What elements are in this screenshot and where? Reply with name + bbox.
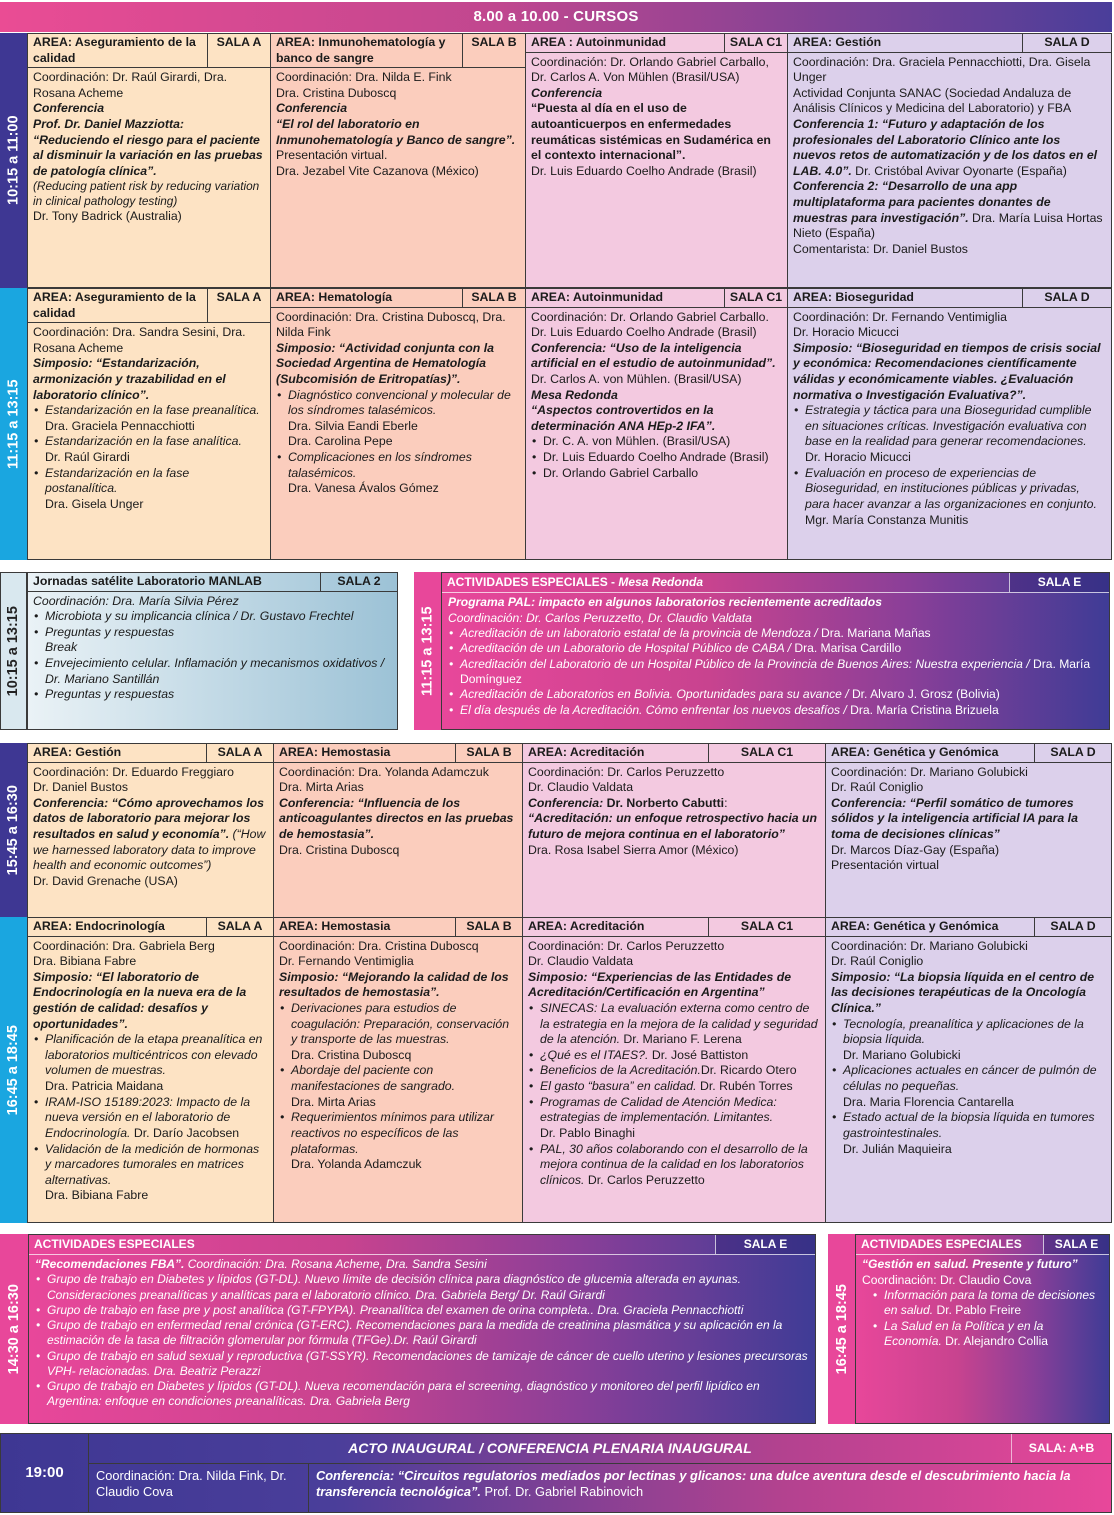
note: Presentación virtual. (276, 148, 388, 163)
talk-title: Simposio: “Estandarización, armonización y trazabilidad en el laboratorio clínico”. (33, 356, 226, 402)
talk-title: Simposio: “Mejorando la calidad de los resultados de hemostasia”. (279, 969, 509, 1000)
list-item: Evaluación en proceso de experiencias de Bioseguridad, en instituciones públicas y privadas, para hacer avanzar a las organizaciones en conjunto. (805, 465, 1097, 511)
list-item: • Grupo de trabajo en Diabetes y lípidos (GT-DL). Nuevo límite de decisión clínica para diagnóstico de glucemia alterada en ayunas. Consideraciones preanalíticas y analíticas para el laboratorio clínico. Dra. Gabriela Berg/ Dr. Raúl Girardi (35, 1272, 809, 1302)
time-label-b4 (0, 917, 27, 1223)
area-title: AREA: Aseguramiento de la calidad (28, 34, 208, 67)
time-text: 16:45 a 18:45 (833, 1283, 850, 1375)
list-item: • Dr. C. A. von Mühlen. (Brasil/USA) (531, 434, 782, 450)
sala-label: SALA B (466, 745, 512, 759)
coordination: Dra. Bibiana Fabre (33, 954, 137, 969)
session-type: Conferencia: (528, 795, 607, 810)
time-label-manlab (0, 572, 27, 730)
sala-label: SALA C1 (740, 919, 794, 933)
b3-col-a (27, 743, 274, 918)
b1-col-a (27, 33, 271, 288)
area-title: AREA: Genética y Genómica (826, 744, 1035, 762)
item-title: Acreditación del Laboratorio de un Hospital Público de la Provincia de Buenos Aires: Nuestra experiencia / (460, 656, 1033, 671)
talk-title: “Reduciendo el riesgo para el paciente al disminuir la variación en las pruebas de patología clínica”. (33, 132, 263, 178)
sala-label: SALA A (216, 290, 262, 304)
session-title: “Recomendaciones FBA”. (35, 1257, 185, 1272)
area-title: AREA: Aseguramiento de la calidad (28, 289, 208, 322)
item-title: Acreditación de un laboratorio estatal de la provincia de Mendoza / (460, 625, 822, 640)
manlab-box (27, 572, 398, 730)
talk-title: “Aspectos controvertidos en la determinación ANA HEp-2 IFA”. (531, 403, 716, 433)
time-text: 10:15 a 11:00 (5, 115, 22, 206)
list-item (448, 657, 1103, 688)
area-title: AREA: Inmunohematología y banco de sangre (271, 34, 463, 67)
area-title: AREA: Bioseguridad (788, 289, 1023, 307)
coordination: Coordinación: Dra. Nilda Fink, Dr. Claudio Cova (96, 1468, 287, 1500)
section-title: ACTIVIDADES ESPECIALES (34, 1237, 195, 1251)
b4-col-a (27, 917, 274, 1223)
item-title: Acreditación de un Laboratorio de Hospital Público de CABA / (460, 641, 795, 656)
speaker: Dr. Luis Eduardo Coelho Andrade (Brasil) (531, 163, 757, 178)
b3-col-b (273, 743, 523, 918)
list-item: • Preguntas y respuestas (33, 625, 392, 641)
talk-title: Conferencia: “Circuitos regulatorios mediados por lectinas y glicanos: una dulce aventura desde el descubrimiento hacia la transferencia tecnológica”. (316, 1468, 1071, 1500)
list-item (448, 626, 1103, 641)
area-title: AREA: Gestión (788, 34, 1023, 52)
talk-title: Simposio: “La biopsia líquida en el centro de las decisiones terapéuticas de la Oncología Clínica.” (831, 969, 1095, 1016)
b1-col-b (270, 33, 526, 288)
b3-col-d (825, 743, 1112, 918)
coordination: Dra. Cristina Duboscq (276, 85, 397, 100)
coordination: Coordinación: Dra. Rosana Acheme, Dra. Sandra Sesini (184, 1257, 487, 1272)
sala-label: SALA: A+B (1011, 1434, 1111, 1463)
list-item: • Envejecimiento celular. Inflamación y mecanismos oxidativos / Dr. Mariano Santillán (33, 656, 392, 687)
list-item: • Grupo de trabajo en enfermedad renal crónica (GT-ERC). Recomendaciones para la medida de creatinina plasmática y su aplicación en la estimación de la tasa de filtración glomerular por fórmula (TFGe).Dr. Raúl Girardi (35, 1318, 809, 1348)
sala-label: SALA B (471, 290, 517, 304)
speaker: Dra. Patricia Maidana (45, 1079, 164, 1094)
coordination: Coordinación: Dr. Raúl Girardi, Dra. Rosana Acheme (33, 70, 228, 100)
area-title: AREA: Gestión (28, 744, 207, 762)
section-subtitle: Mesa Redonda (618, 575, 704, 589)
list-item: • Aplicaciones actuales en cáncer de pulmón de células no pequeñas. (831, 1063, 1106, 1094)
courses-banner (0, 2, 1112, 32)
session-type: Conferencia (33, 101, 105, 116)
section-title: ACTIVIDADES ESPECIALES - (447, 575, 619, 589)
area-title: AREA: Hemostasia (274, 918, 456, 936)
coordination: Coordinación: Dr. Eduardo Freggiaro (33, 764, 234, 779)
speaker: Dr. Marcos Díaz-Gay (España) (831, 842, 1000, 857)
speaker: Dr. David Grenache (USA) (33, 873, 178, 888)
speaker: Dra. Yolanda Adamczuk (291, 1157, 422, 1172)
talk-title: Conferencia 2: “Desarrollo de una app multiplataforma para pacientes donantes de muestras para investigación”. (793, 179, 1051, 225)
sala-label: SALA E (1043, 1235, 1109, 1254)
area-title: AREA: Endocrinología (28, 918, 207, 936)
item-title: Acreditación de Laboratorios en Bolivia. Oportunidades para su avance / (460, 687, 852, 702)
speaker: Dr. Raúl Girardi (45, 450, 130, 465)
speaker: Dra. Carolina Pepe (288, 434, 393, 449)
talk-title: Simposio: “Experiencias de las Entidades de Acreditación/Certificación en Argentina” (528, 969, 792, 1000)
area-title: AREA: Acreditación (523, 918, 709, 936)
time-label-gest (828, 1234, 856, 1424)
list-item: • Grupo de trabajo en Diabetes y lípidos (GT-DL). Nueva recomendación para el screening, diagnóstico y monitoreo del perfil lipídico en Argentina: enfoque en condiciones preanalíticas. Dra. Gabriela Berg (35, 1379, 809, 1409)
list-item (448, 703, 1103, 718)
b4-col-b (273, 917, 523, 1223)
list-item: Beneficios de la Acreditación. (540, 1063, 701, 1078)
time-text: 19:00 (25, 1464, 64, 1482)
list-item: • Estandarización en la fase analítica. (33, 434, 265, 450)
list-item (448, 687, 1103, 702)
list-item: • Microbiota y su implicancia clínica / Dr. Gustavo Frechtel (33, 609, 392, 625)
talk-title-en: (Reducing patient risk by reducing variation in clinical pathology testing) (33, 179, 260, 209)
talk-title: Conferencia: “Perfil somático de tumores sólidos y la inteligencia artificial IA para la toma de decisiones clínicas” (831, 795, 1078, 842)
coordination: Dr. Fernando Ventimiglia (279, 954, 414, 969)
b1-col-d (787, 33, 1112, 288)
list-item: • Estado actual de la biopsia líquida en tumores gastrointestinales. (831, 1110, 1106, 1141)
sala-label: SALA E (715, 1235, 815, 1254)
sala-label: SALA C1 (729, 290, 783, 304)
speaker: Dra. Marisa Cardillo (794, 641, 902, 656)
coordination: Coordinación: Dra. Nilda E. Fink (276, 70, 452, 85)
session-type: Conferencia (531, 85, 603, 100)
speaker: Dr. Tony Badrick (Australia) (33, 209, 182, 224)
speaker: Dra. Jezabel Vite Cazanova (México) (276, 163, 479, 178)
talk-title: Conferencia: “Influencia de los anticoagulantes directos en las pruebas de hemostasia”. (279, 795, 514, 842)
fba-box (28, 1234, 816, 1424)
sala-label: SALA A (217, 919, 263, 933)
list-item (448, 641, 1103, 656)
coordination: Coordinación: Dra. Cristina Duboscq, Dra. Nilda Fink (276, 309, 506, 340)
coordination: Coordinación: Dra. Yolanda Adamczuk (279, 764, 489, 779)
coordination: Dr. Raúl Coniglio (831, 954, 924, 969)
list-item: • Estrategia y táctica para una Bioseguridad cumplible en situaciones críticas. Investigación evaluativa con base en la realidad para generar recomendaciones. (793, 403, 1106, 450)
area-title: AREA: Hemostasia (274, 744, 456, 762)
list-item: PAL, 30 años colaborando con el desarrollo de la mejora continua de la calidad en los laboratorios clínicos. (540, 1141, 808, 1187)
acto-box (0, 1433, 1112, 1513)
item-title: El día después de la Acreditación. Cómo enfrentar los nuevos desafíos / (460, 702, 851, 717)
b1-col-c (525, 33, 788, 288)
coordination: Dr. Claudio Valdata (528, 954, 634, 969)
banner-text: 8.00 a 10.00 - CURSOS (473, 8, 639, 26)
coordination: Coordinación: Dr. Mariano Golubicki (831, 764, 1028, 779)
coordination: Coordinación: Dr. Claudio Cova (862, 1272, 1032, 1287)
speaker: Dr. Norberto Cabutti (606, 795, 725, 810)
speaker: Dra. Cristina Duboscq (291, 1047, 412, 1062)
talk-title: “Puesta al día en el uso de autoanticuerpos en enfermedades reumáticas sistémicas en Sudamérica en el contexto internacional”. (531, 101, 771, 163)
speaker: Dra. Silvia Eandi Eberle (288, 418, 418, 433)
b2-col-b (270, 288, 526, 560)
speaker: Dr. Carlos Peruzzetto (584, 1172, 705, 1187)
talk-title-en: (“How we harnessed laboratory data to improve health and economic outcomes”) (33, 827, 266, 873)
coordination: Coordinación: Dr. Fernando Ventimiglia (793, 309, 1007, 324)
coordination: Coordinación: Dr. Orlando Gabriel Carballo, Dr. Carlos A. Von Mühlen (Brasil/USA) (531, 54, 769, 85)
list-item: • Diagnóstico convencional y molecular de los síndromes talasémicos. (276, 388, 520, 419)
speaker: Mgr. María Constanza Munitis (805, 512, 969, 527)
speaker: Dra. María Cristina Brizuela (850, 702, 999, 717)
b3-col-c (522, 743, 826, 918)
talk-title: Simposio: “Actividad conjunta con la Sociedad Argentina de Hematología (Subcomisión de Eritropatías)”. (276, 340, 494, 387)
area-title: AREA: Genética y Genómica (826, 918, 1035, 936)
talk-title: Conferencia 1: “Futuro y adaptación de los profesionales del Laboratorio Clínico ante los nuevos retos de automatización y de los datos en el LAB. 4.0”. (793, 117, 1098, 178)
area-title: AREA: Hematología (271, 289, 463, 307)
sala-label: SALA D (1044, 290, 1090, 304)
b4-col-d (825, 917, 1112, 1223)
speaker: Prof. Dr. Gabriel Rabinovich (481, 1484, 644, 1500)
acto-coord (89, 1464, 309, 1512)
coordination: Dr. Claudio Valdata (528, 780, 634, 795)
speaker: Dra. Vanesa Ávalos Gómez (288, 481, 439, 496)
acto-time (1, 1434, 89, 1512)
speaker: Dra. Maria Florencia Cantarella (843, 1094, 1014, 1109)
punctuation: : (724, 795, 728, 810)
speaker: Dra. Cristina Duboscq (279, 842, 400, 857)
talk-title: “Acreditación: un enfoque retrospectivo hacia un futuro de mejora continua en el laboratorio” (528, 811, 818, 842)
item-title: Información para la toma de decisiones en salud. (884, 1287, 1096, 1318)
area-title: AREA: Acreditación (523, 744, 709, 762)
list-item: • Preguntas y respuestas (33, 687, 392, 703)
speaker: Dra. Mirta Arias (291, 1094, 376, 1109)
commentator: Comentarista: Dr. Daniel Bustos (793, 241, 968, 256)
coordination: Dr. Daniel Bustos (33, 780, 129, 795)
program-title: Programa PAL: impacto en algunos laboratorios recientemente acreditados (448, 595, 882, 610)
b4-col-c (522, 917, 826, 1223)
talk-title: Conferencia: “Cómo aprovechamos los datos de laboratorio para mejorar los resultados en salud y economía”. (33, 795, 264, 842)
speaker: Dr. Alvaro J. Grosz (Bolivia) (851, 687, 1000, 702)
section-title: ACTO INAUGURAL / CONFERENCIA PLENARIA INAUGURAL (348, 1440, 752, 1456)
coordination: Coordinación: Dra. Cristina Duboscq (279, 938, 479, 953)
section-title: Jornadas satélite Laboratorio MANLAB (28, 573, 321, 591)
list-item: • Grupo de trabajo en salud sexual y reproductiva (GT-SSYR). Recomendaciones de tamizaje de cáncer de cuello uterino y lesiones precursoras VPH- relacionadas. Dra. Beatriz Perazzi (35, 1349, 809, 1379)
sala-label: SALA C1 (729, 35, 783, 49)
speaker: Dr. Mariano Golubicki (843, 1047, 961, 1062)
sala-label: SALA A (217, 745, 263, 759)
speaker: Dr. Pablo Freire (933, 1303, 1022, 1318)
coordination: Coordinación: Dra. Gabriela Berg (33, 938, 215, 953)
sala-label: SALA B (471, 35, 517, 49)
list-item: • Abordaje del paciente con manifestaciones de sangrado. (279, 1063, 517, 1094)
list-item: • Derivaciones para estudios de coagulación: Preparación, conservación y transporte de las muestras. (279, 1001, 517, 1048)
acto-conf (309, 1464, 1111, 1512)
b2-col-c (525, 288, 788, 560)
coordination: Coordinación: Dr. Mariano Golubicki (831, 938, 1028, 953)
list-item: ¿Qué es el ITAES?. (540, 1047, 649, 1062)
gest-box (855, 1234, 1110, 1424)
speaker: Dr. Carlos A. von Mühlen. (Brasil/USA) (531, 372, 742, 387)
time-label-pal (414, 572, 442, 730)
speaker: Dra. María Domínguez (460, 656, 1091, 686)
coordination: Coordinación: Dr. Carlos Peruzzetto (528, 764, 725, 779)
speaker: Dr. Horacio Micucci (805, 450, 911, 465)
area-title: AREA : Autoinmunidad (526, 34, 725, 52)
list-item: • Tecnología, preanalítica y aplicaciones de la biopsia líquida. (831, 1017, 1106, 1048)
sala-label: SALA D (1050, 919, 1096, 933)
speaker: Dra. Bibiana Fabre (45, 1188, 149, 1203)
list-item: • Planificación de la etapa preanalítica en laboratorios multicéntricos con elevado volumen de muestras. (33, 1032, 268, 1079)
list-item: • Grupo de trabajo en fase pre y post analítica (GT-FPYPA). Preanalítica del examen de orina completa.. Dra. Graciela Pennacchiotti (35, 1303, 809, 1318)
session-title: “Gestión en salud. Presente y futuro” (862, 1257, 1078, 1272)
speaker: Dr. Rubén Torres (696, 1079, 793, 1094)
time-text: 10:15 a 13:15 (5, 605, 22, 697)
area-title: AREA: Autoinmunidad (526, 289, 725, 307)
coordination: Coordinación: Dr. Carlos Peruzzetto (528, 938, 725, 953)
sala-label: SALA D (1044, 35, 1090, 49)
time-text: 11:15 a 13:15 (419, 606, 436, 696)
speaker: Prof. Dr. Daniel Mazziotta: (33, 117, 184, 132)
coordination: Coordinación: Dr. Carlos Peruzzetto, Dr. Claudio Valdata (448, 610, 752, 625)
sala-label: SALA 2 (337, 574, 381, 588)
coordination: Coordinación: Dr. Orlando Gabriel Carballo. Dr. Luis Eduardo Coelho Andrade (Brasil) (531, 309, 769, 340)
coordination: Dra. Mirta Arias (279, 780, 364, 795)
coordination: Dr. Horacio Micucci (793, 325, 899, 340)
pal-box (441, 572, 1110, 730)
item-title: La Salud en la Política y en la Economía. (884, 1318, 1044, 1348)
speaker: Dra. Graciela Pennacchiotti (45, 418, 195, 433)
speaker: Dra. Gisela Unger (45, 496, 144, 511)
b2-col-d (787, 288, 1112, 560)
speaker: Dr. Ricardo Otero (700, 1063, 797, 1078)
speaker: Dra. Mariana Mañas (821, 625, 931, 640)
list-item: • Complicaciones en los síndromes talasémicos. (276, 450, 520, 481)
list-item: • Validación de la medición de hormonas y marcadores tumorales en matrices alternativas. (33, 1142, 268, 1189)
speaker: Dr. Cristóbal Avivar Oyonarte (España) (851, 163, 1067, 178)
speaker: Dr. Julián Maquieira (843, 1141, 952, 1156)
sala-label: SALA C1 (740, 745, 794, 759)
time-text: 15:45 a 16:30 (5, 785, 22, 876)
speaker: Dr. José Battiston (648, 1047, 749, 1062)
speaker: Dr. Pablo Binaghi (540, 1125, 636, 1140)
talk-title: Simposio: “Bioseguridad en tiempos de crisis social y económica: Recomendaciones científicamente válidas y económicamente viables. ¿Evaluación normativa o Investigación Evaluativa?”. (793, 340, 1101, 402)
speaker: Dr. Darío Jacobsen (130, 1125, 240, 1140)
b2-col-a (27, 288, 271, 560)
speaker: Dra. María Luisa Hortas Nieto (España) (793, 210, 1103, 241)
section-title: ACTIVIDADES ESPECIALES (861, 1237, 1022, 1251)
sala-label: SALA D (1050, 745, 1096, 759)
session-type: Conferencia (276, 101, 348, 116)
speaker: Dr. Mariano F. Lerena (620, 1032, 742, 1047)
sala-label: SALA B (466, 919, 512, 933)
speaker: Dra. Rosa Isabel Sierra Amor (México) (528, 842, 739, 857)
time-label-b3 (0, 743, 27, 918)
list-item: • Requerimientos mínimos para utilizar reactivos no específicos de las plataformas. (279, 1110, 517, 1157)
list-item: • Dr. Luis Eduardo Coelho Andrade (Brasil) (531, 450, 782, 466)
list-item: IRAM-ISO 15189:2023: Impacto de la nueva versión en el laboratorio de Endocrinología. (45, 1094, 251, 1140)
list-item: El gasto “basura” en calidad. (540, 1079, 697, 1094)
list-item: • Estandarización en la fase postanalítica. (33, 466, 265, 497)
sala-label: SALA A (216, 35, 262, 49)
acto-header (89, 1434, 1111, 1464)
time-label-b2 (0, 288, 27, 560)
time-label-fba (0, 1234, 28, 1424)
list-item: • Dr. Orlando Gabriel Carballo (531, 466, 782, 482)
time-label-b1 (0, 33, 27, 288)
list-item: SINECAS: La evaluación externa como centro de la estrategia en la mejora de la calidad y seguridad de la atención. (540, 1001, 818, 1047)
session-type: Mesa Redonda (531, 387, 618, 402)
time-text: 11:15 a 13:15 (5, 379, 22, 469)
activity-note: Actividad Conjunta SANAC (Sociedad Andaluza de Análisis Clínicos y Medicina del Laboratorio) y FBA (793, 85, 1072, 116)
sala-label: SALA E (1009, 573, 1109, 592)
list-item: • Estandarización en la fase preanalítica. (33, 403, 265, 419)
time-text: 16:45 a 18:45 (5, 1024, 22, 1116)
note: Presentación virtual (831, 858, 939, 873)
coordination: Dr. Raúl Coniglio (831, 780, 924, 795)
coordination: Coordinación: Dra. Graciela Pennacchiotti, Dra. Gisela Unger (793, 54, 1091, 85)
coordination: Coordinación: Dra. María Silvia Pérez (33, 593, 239, 608)
speaker: Dr. Alejandro Collia (941, 1333, 1049, 1348)
break-label: Break (45, 640, 78, 655)
list-item: • Programas de Calidad de Atención Medica: estrategias de implementación. Limitantes. (528, 1095, 820, 1126)
coordination: Coordinación: Dra. Sandra Sesini, Dra. Rosana Acheme (33, 325, 246, 355)
talk-title: Simposio: “El laboratorio de Endocrinología en la nueva era de la gestión de calidad: desafíos y oportunidades”. (33, 969, 247, 1031)
time-text: 14:30 a 16:30 (5, 1283, 22, 1375)
talk-title: “El rol del laboratorio en Inmunohematología y Banco de sangre”. (276, 117, 516, 147)
talk-title: Conferencia: “Uso de la inteligencia artificial en el estudio de autoinmunidad”. (531, 340, 776, 371)
